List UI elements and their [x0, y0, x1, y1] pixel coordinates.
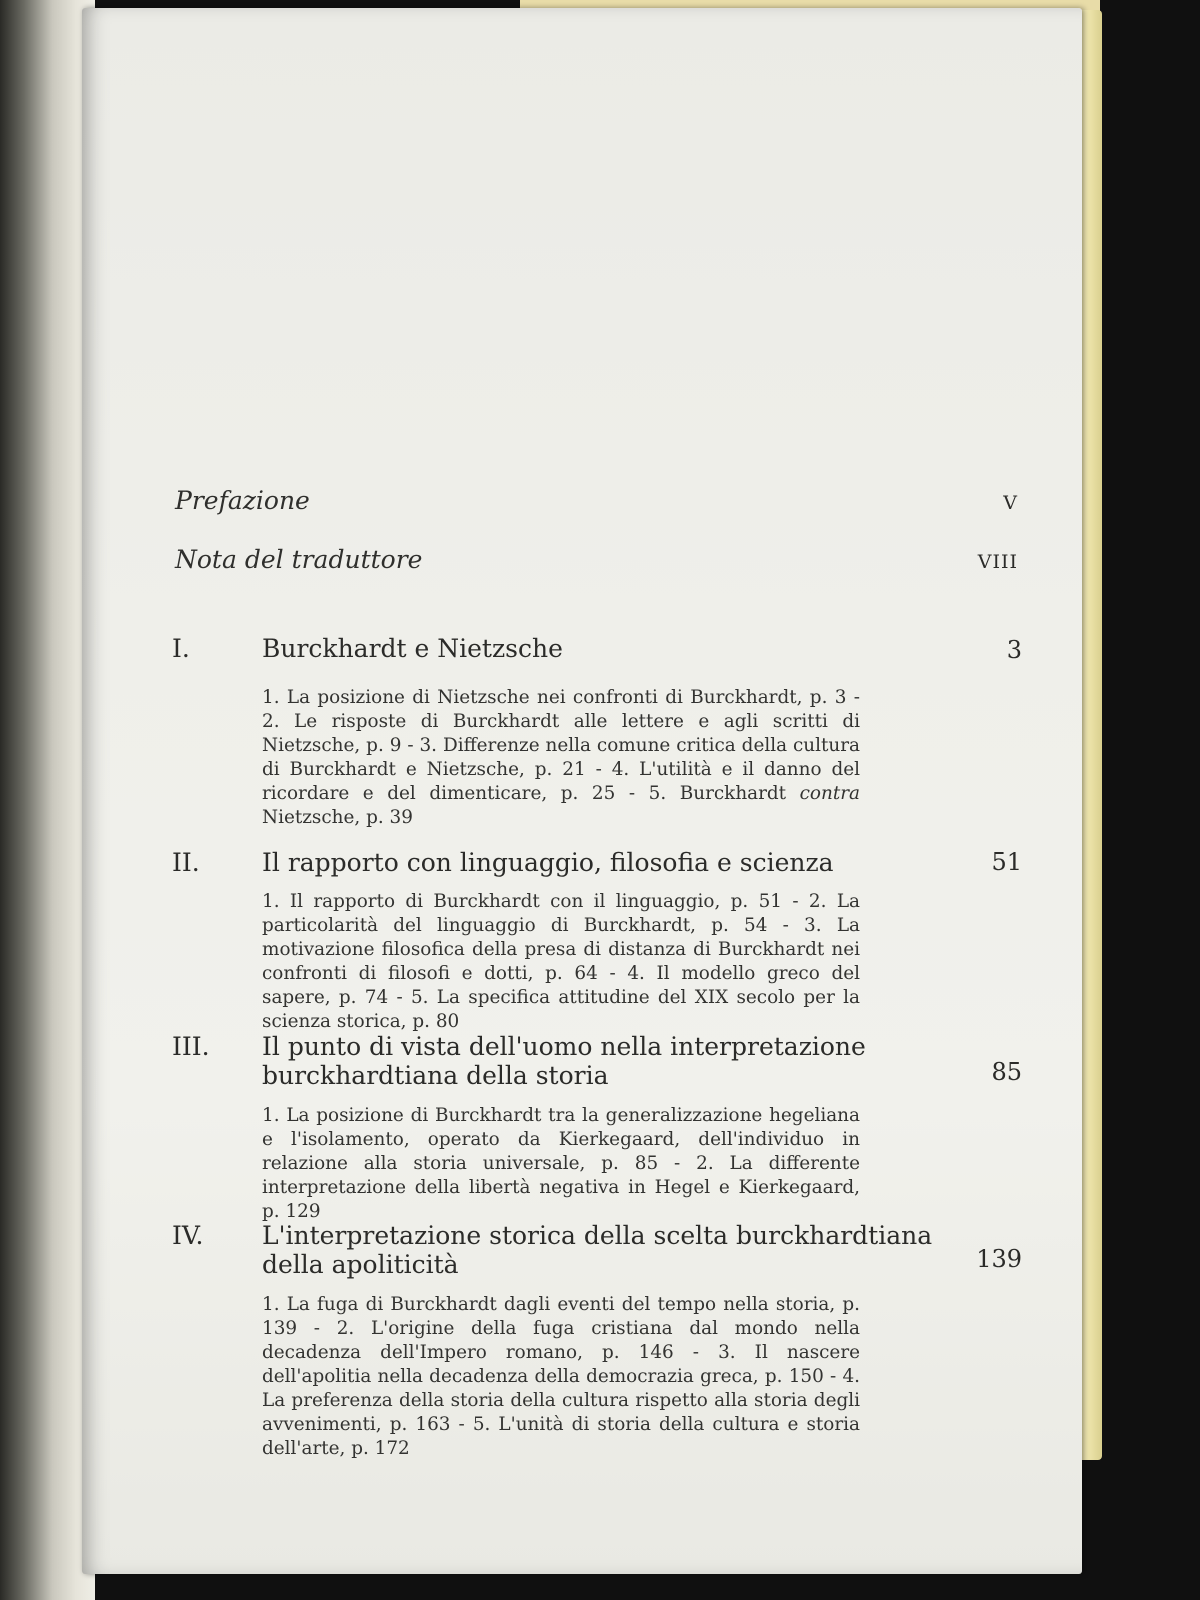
toc-entry-page: VIII — [977, 551, 1018, 573]
chapter-summary: 1. La posizione di Burckhardt tra la generalizzazione hegeliana e l'isolamento, operato da Kierkegaard, dell'individuo in relazione alla storia universale, p. 85 - 2. La differente interpretazione della libertà negativa in Hegel e Kierkegaard, p. 129 — [262, 1105, 860, 1222]
chapter-page: 3 — [1006, 636, 1022, 664]
toc-entry-prefazione[interactable] — [175, 486, 1018, 515]
toc-entry-title: Prefazione — [175, 486, 310, 515]
chapter-page: 139 — [976, 1245, 1022, 1273]
chapter-page: 51 — [991, 848, 1022, 876]
chapter-summary-text: 1. La posizione di Nietzsche nei confronti di Burckhardt, p. 3 - 2. Le risposte di Burckhardt alle lettere e agli scritti di Nietzsche, p. 9 - 3. Differenze nella comune critica della cultura di Burckhardt e Nietzsche, p. 21 - 4. L'utilità e il danno del ricordare e del dimenticare, p. 25 - 5. Burckhardt — [262, 687, 860, 804]
chapter-number: II. — [172, 848, 200, 877]
chapter-title: Il rapporto con linguaggio, filosofia e scienza — [262, 848, 834, 877]
chapter-summary: 1. La fuga di Burckhardt dagli eventi del tempo nella storia, p. 139 - 2. L'origine della fuga cristiana dal mondo nella decadenza dell'Impero romano, p. 146 - 3. Il nascere dell'apolitia nella decadenza della democrazia greca, p. 150 - 4. La preferenza della storia della cultura rispetto alla storia degli avvenimenti, p. 163 - 5. L'unità di storia della cultura e storia dell'arte, p. 172 — [262, 1294, 860, 1459]
chapter-number: I. — [172, 634, 190, 663]
chapter-summary-italic: contra — [799, 783, 860, 804]
chapter-title: Il punto di vista dell'uomo nella interpretazione burckhardtiana della storia — [262, 1032, 866, 1090]
chapter-number: IV. — [172, 1221, 204, 1250]
toc-entry-nota-del-traduttore[interactable] — [175, 545, 1018, 574]
chapter-title: Burckhardt e Nietzsche — [262, 634, 563, 663]
toc-entry-page: V — [1003, 492, 1018, 514]
toc-entry-title: Nota del traduttore — [175, 545, 423, 574]
book-page — [82, 8, 1082, 1574]
chapter-summary: 1. Il rapporto di Burckhardt con il linguaggio, p. 51 - 2. La particolarità del linguaggio di Burckhardt, p. 54 - 3. La motivazione filosofica della presa di distanza di Burckhardt nei confronti di filosofi e dotti, p. 64 - 4. Il modello greco del sapere, p. 74 - 5. La specifica attitudine del XIX secolo per la scienza storica, p. 80 — [262, 891, 860, 1032]
chapter-summary — [262, 686, 860, 830]
chapter-page: 85 — [991, 1058, 1022, 1086]
chapter-number: III. — [172, 1032, 210, 1061]
chapter-summary-text-end: Nietzsche, p. 39 — [262, 807, 413, 828]
left-page-edge — [0, 0, 95, 1600]
chapter-title: L'interpretazione storica della scelta burckhardtiana della apoliticità — [262, 1221, 933, 1279]
